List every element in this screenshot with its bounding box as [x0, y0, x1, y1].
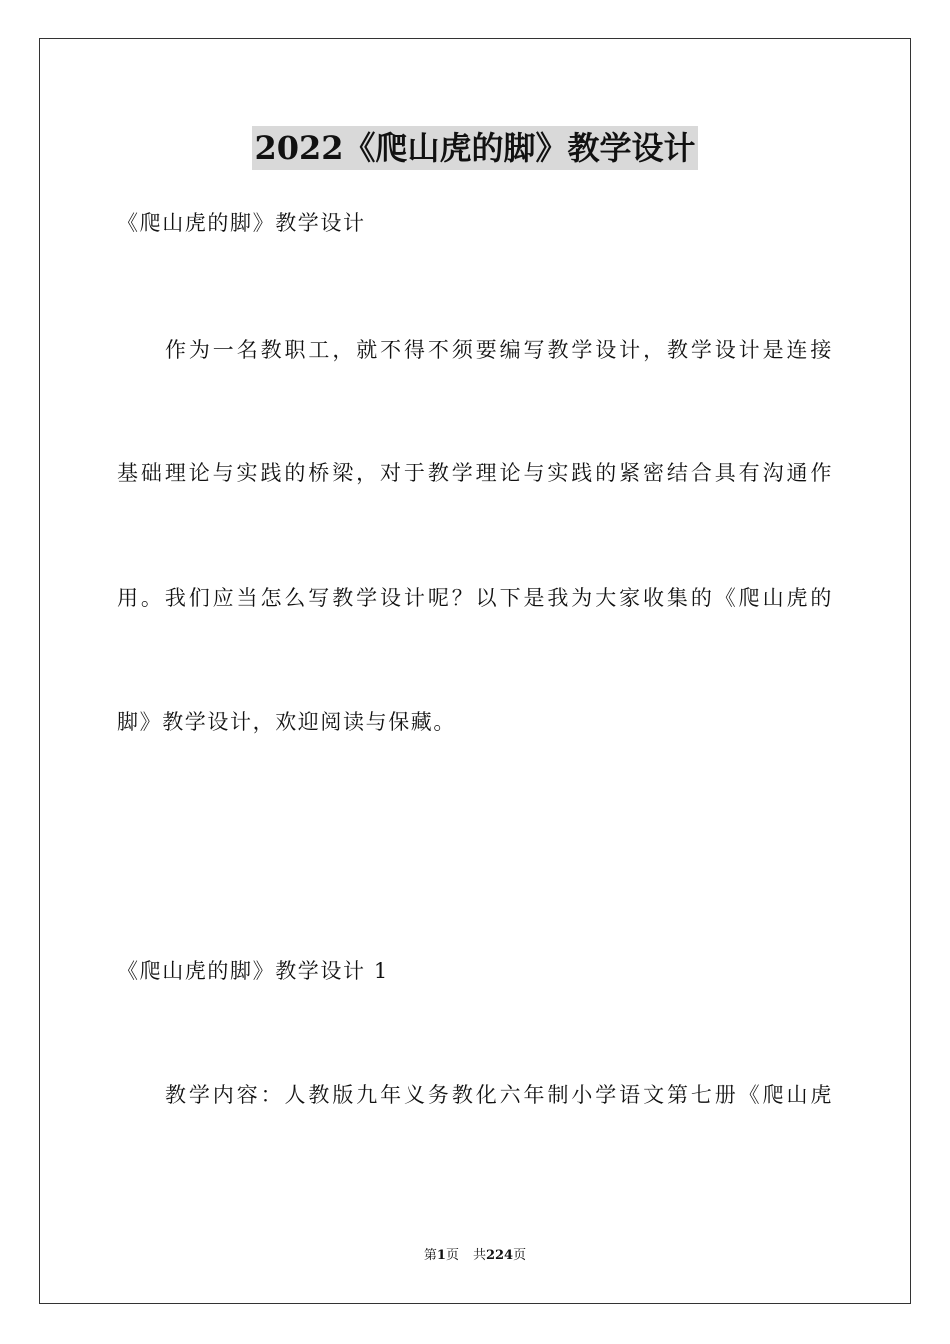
- intro-line-1: 作为一名教职工，就不得不须要编写教学设计，教学设计是连接: [165, 338, 833, 362]
- content-line: 教学内容：人教版九年义务教化六年制小学语文第七册《爬山虎: [165, 1083, 833, 1107]
- footer-page-number: 1: [436, 1248, 446, 1263]
- intro-line-2: 基础理论与实践的桥梁，对于教学理论与实践的紧密结合具有沟通作: [117, 461, 833, 485]
- intro-line-3: 用。我们应当怎么写教学设计呢？以下是我为大家收集的《爬山虎的: [117, 586, 833, 610]
- document-subtitle: 《爬山虎的脚》教学设计: [117, 211, 366, 235]
- footer-total-suffix: 页: [513, 1248, 527, 1263]
- footer-total-pages: 224: [485, 1248, 514, 1263]
- intro-line-4: 脚》教学设计，欢迎阅读与保藏。: [117, 710, 456, 734]
- title-container: [0, 126, 950, 170]
- document-title: 2022《爬山虎的脚》教学设计: [252, 126, 697, 170]
- page-footer: [0, 1246, 950, 1266]
- footer-page-suffix: 页: [445, 1248, 459, 1263]
- section-heading: 《爬山虎的脚》教学设计 1: [117, 959, 389, 983]
- footer-page-prefix: 第: [423, 1248, 437, 1263]
- footer-total-prefix: 共: [472, 1248, 486, 1263]
